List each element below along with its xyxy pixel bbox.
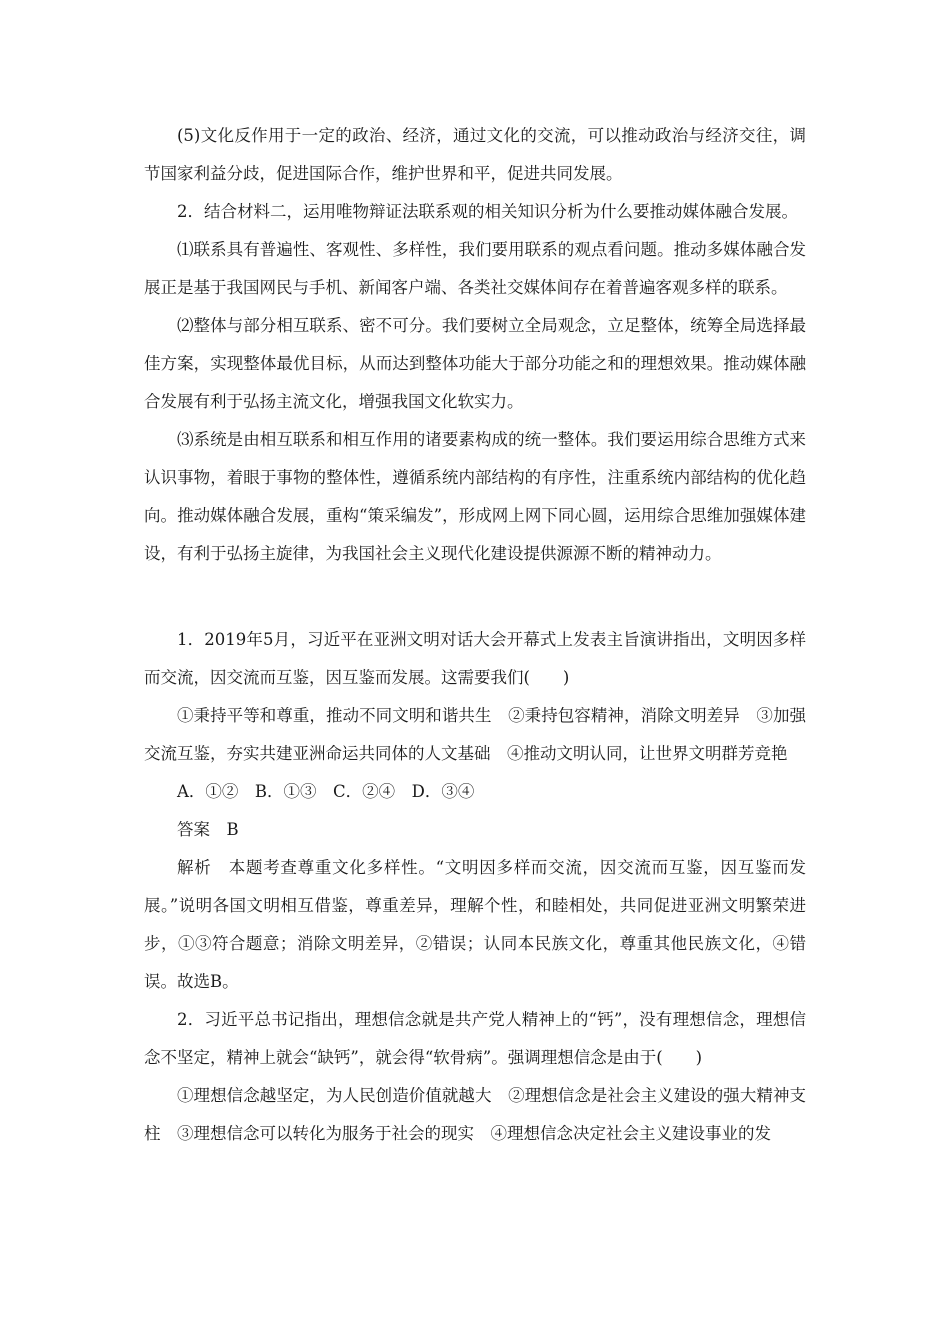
question-2-options: ①理想信念越坚定，为人民创造价值就越大 ②理想信念是社会主义建设的强大精神支柱 ③理想信念可以转化为服务于社会的现实 ④理想信念决定社会主义建设事业的发 bbox=[144, 1086, 806, 1143]
paragraph-point-1: ⑴联系具有普遍性、客观性、多样性，我们要用联系的观点看问题。推动多媒体融合发展正是基于我国网民与手机、新闻客户端、各类社交媒体间存在着普遍客观多样的联系。 bbox=[144, 240, 806, 297]
exercise-section bbox=[144, 621, 806, 1153]
question-2-stem: 2．习近平总书记指出，理想信念就是共产党人精神上的“钙”，没有理想信念，理想信念不坚定，精神上就会“缺钙”，就会得“软骨病”。强调理想信念是由于( ) bbox=[144, 1010, 806, 1067]
question-1-options: ①秉持平等和尊重，推动不同文明和谐共生 ②秉持包容精神，消除文明差异 ③加强交流互鉴，夯实共建亚洲命运共同体的人文基础 ④推动文明认同，让世界文明群芳竞艳 bbox=[144, 706, 806, 763]
analysis-section bbox=[144, 117, 806, 573]
question-1-answer: 答案 B bbox=[177, 820, 239, 839]
question-2-heading: 2．结合材料二，运用唯物辩证法联系观的相关知识分析为什么要推动媒体融合发展。 bbox=[177, 202, 798, 221]
question-1-choices: A．①② B．①③ C．②④ D．③④ bbox=[177, 782, 475, 801]
paragraph-point-2: ⑵整体与部分相互联系、密不可分。我们要树立全局观念，立足整体，统筹全局选择最佳方案，实现整体最优目标，从而达到整体功能大于部分功能之和的理想效果。推动媒体融合发展有利于弘扬主流文化，增强我国文化软实力。 bbox=[144, 316, 806, 411]
question-1-stem: 1．2019年5月，习近平在亚洲文明对话大会开幕式上发表主旨演讲指出，文明因多样而交流，因交流而互鉴，因互鉴而发展。这需要我们( ) bbox=[144, 630, 806, 687]
paragraph-point-3: ⑶系统是由相互联系和相互作用的诸要素构成的统一整体。我们要运用综合思维方式来认识事物，着眼于事物的整体性，遵循系统内部结构的有序性，注重系统内部结构的优化趋向。推动媒体融合发展，重构“策采编发”，形成网上网下同心圆，运用综合思维加强媒体建设，有利于弘扬主旋律，为我国社会主义现代化建设提供源源不断的精神动力。 bbox=[144, 430, 806, 563]
paragraph-culture-politics: (5)文化反作用于一定的政治、经济，通过文化的交流，可以推动政治与经济交往，调节国家利益分歧，促进国际合作，维护世界和平，促进共同发展。 bbox=[144, 126, 806, 183]
question-1-analysis: 解析 本题考查尊重文化多样性。“文明因多样而交流，因交流而互鉴，因互鉴而发展。”说明各国文明相互借鉴，尊重差异，理解个性，和睦相处，共同促进亚洲文明繁荣进步，①③符合题意；消除文明差异，②错误；认同本民族文化，尊重其他民族文化，④错误。故选B。 bbox=[144, 858, 806, 991]
